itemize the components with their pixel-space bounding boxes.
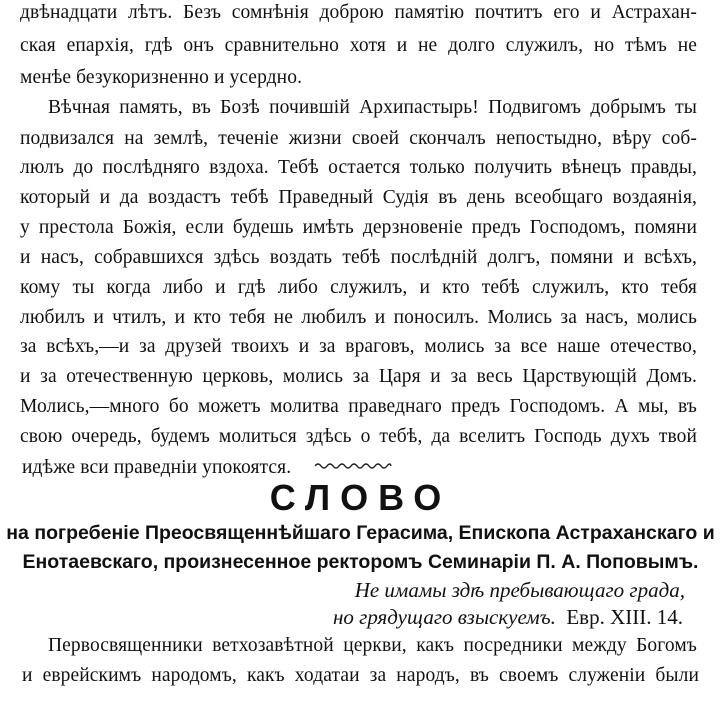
text-line: который и да воздастъ тебѣ Праведный Судія въ день всеобщаго воздаянія,	[20, 187, 697, 208]
separator-ornament	[313, 461, 393, 471]
text-line: у престола Божія, если будешь имѣть дерзновеніе предъ Господомъ, помяни	[20, 217, 697, 238]
sermon-subtitle-line: на погребеніе Преосвященнѣйшаго Герасима, Епископа Астраханскаго и	[6, 522, 715, 544]
sermon-title: СЛОВО	[269, 477, 452, 518]
text-line: ская епархія, гдѣ онъ сравнительно хотя и не долго служилъ, но тѣмъ не	[20, 35, 697, 56]
text-line: и еврейскимъ народомъ, какъ ходатаи за народъ, въ своемъ служеніи были	[22, 665, 699, 686]
text-line: подвизался на землѣ, теченіе жизни своей скончалъ непостыдно, вѣру соб-	[20, 128, 697, 149]
text-line: за всѣхъ,—и за друзей твоихъ и за враговъ, молись за все наше отечество,	[20, 336, 697, 357]
epigraph-quote: но грядущаго взыскуемъ.	[332, 605, 556, 629]
text-line: любилъ и чтилъ, и кто тебя не любилъ и поносилъ. Молись за насъ, молись	[20, 307, 697, 328]
text-line: Первосвященники ветхозавѣтной церкви, какъ посредники между Богомъ	[48, 635, 697, 656]
text-line: двѣнадцати лѣтъ. Безъ сомнѣнія доброю памятію почтитъ его и Астрахан-	[20, 2, 697, 23]
text-line: и за отечественную церковь, молись за Царя и за весь Царствующій Домъ.	[20, 366, 697, 387]
sermon-subtitle-line: Енотаевскаго, произнесенное ректоромъ Семинаріи П. А. Поповымъ.	[22, 551, 699, 573]
text-line: и насъ, собравшихся здѣсь воздать тебѣ послѣдній долгъ, помяни и всѣхъ,	[20, 247, 697, 268]
text-line: менѣе безукоризненно и усердно.	[20, 67, 303, 88]
text-line: люлъ до послѣдняго вздоха. Тебѣ остается только получить вѣнецъ правды,	[20, 157, 697, 178]
epigraph-quote: Не имамы здѣ пребывающаго града,	[354, 578, 685, 602]
epigraph-reference: Евр. XIII. 14.	[566, 605, 683, 629]
epigraph-line	[355, 580, 685, 601]
text-line: Молись,—много бо можетъ молитва праведнаго предъ Господомъ. А мы, въ	[20, 396, 697, 417]
text-line: идѣже вси праведніи упокоятся.	[22, 457, 292, 478]
epigraph-line	[333, 607, 683, 628]
text-line: кому ты когда либо и гдѣ либо служилъ, и кто тебѣ служилъ, кто тебя	[20, 277, 697, 298]
text-line: свою очередь, будемъ молиться здѣсь о тебѣ, да вселитъ Господь духъ твой	[20, 426, 697, 447]
text-line: Вѣчная память, въ Бозѣ почившій Архипастырь! Подвигомъ добрымъ ты	[48, 97, 697, 118]
